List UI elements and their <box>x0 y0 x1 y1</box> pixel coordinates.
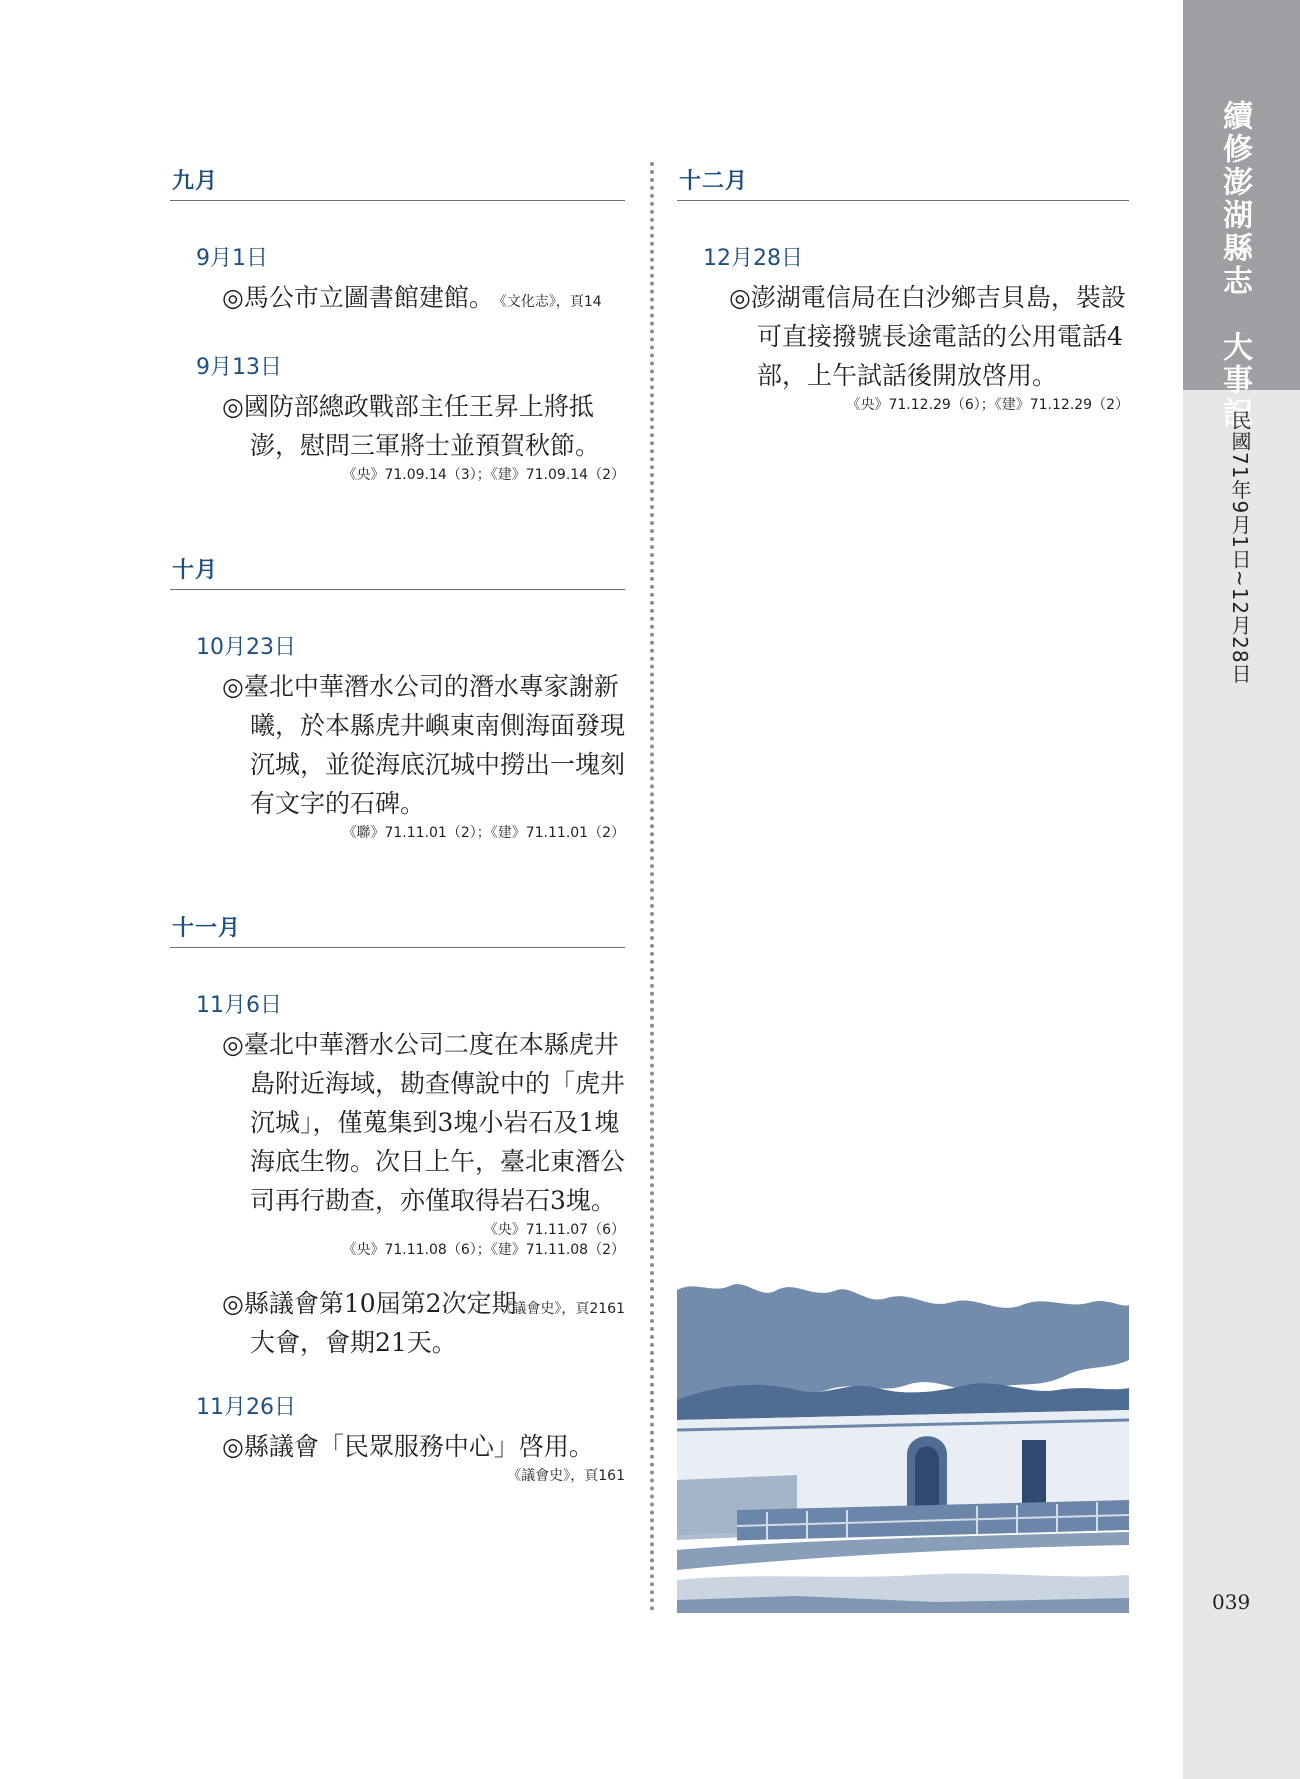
column-divider <box>650 162 654 1612</box>
chapter-sidebar <box>1183 0 1300 1779</box>
source-citation: 《文化志》，頁14 <box>499 294 602 310</box>
date-heading: 12月28日 <box>703 246 803 271</box>
right-column <box>677 160 1129 415</box>
event-entry: ◎澎湖電信局在白沙鄉吉貝島，裝設可直接撥號長途電話的公用電話4部，上午試話後開放啓用。 <box>729 283 1126 390</box>
page-number: 039 <box>1212 1590 1251 1614</box>
date-heading: 11月6日 <box>196 993 282 1018</box>
source-citation: 《央》71.12.29（6）；《建》71.12.29（2） <box>846 397 1129 413</box>
date-heading: 9月1日 <box>196 246 268 271</box>
month-heading: 九月 <box>170 160 625 201</box>
month-heading: 十月 <box>170 549 625 590</box>
date-heading: 10月23日 <box>196 635 296 660</box>
event-entry: ◎國防部總政戰部主任王昇上將抵澎，慰問三軍將士並預賀秋節。 <box>222 392 601 460</box>
date-heading: 11月26日 <box>196 1395 296 1420</box>
event-entry <box>196 1284 625 1362</box>
photo-illustration <box>677 1280 1129 1613</box>
source-citation: 《央》71.11.07（6） <box>483 1222 625 1238</box>
left-column <box>170 160 625 1486</box>
source-citation: 《議會史》，頁2161 <box>498 1301 625 1317</box>
historic-street-photo <box>677 1280 1129 1613</box>
book-title: 續修澎湖縣志 大事記 <box>1217 100 1252 430</box>
date-heading: 9月13日 <box>196 355 282 380</box>
source-citation: 《央》71.11.08（6）；《建》71.11.08（2） <box>342 1242 625 1258</box>
event-entry <box>196 278 625 322</box>
event-entry: ◎臺北中華潛水公司二度在本縣虎井島附近海域，勘查傳說中的「虎井沉城」，僅蒐集到3塊小岩石及1塊海底生物。次日上午，臺北東潛公司再行勘查，亦僅取得岩石3塊。 <box>222 1030 626 1215</box>
date-range-label: 民國71年9月1日~12月28日 <box>1228 410 1252 685</box>
source-citation: 《聯》71.11.01（2）；《建》71.11.01（2） <box>342 825 625 841</box>
source-citation: 《央》71.09.14（3）；《建》71.09.14（2） <box>342 467 625 483</box>
source-citation: 《議會史》，頁161 <box>507 1468 625 1484</box>
event-text: ◎縣議會第10屆第2次定期大會，會期21天。 <box>222 1289 517 1357</box>
event-entry: ◎臺北中華潛水公司的潛水專家謝新曦，於本縣虎井嶼東南側海面發現沉城，並從海底沉城中撈出一塊刻有文字的石碑。 <box>222 672 626 818</box>
event-entry: ◎縣議會「民眾服務中心」啓用。 <box>222 1432 594 1461</box>
event-text: ◎馬公市立圖書館建館。 <box>222 283 494 312</box>
sidebar-title-block <box>1183 0 1300 430</box>
month-heading: 十一月 <box>170 907 625 948</box>
month-heading: 十二月 <box>677 160 1129 201</box>
